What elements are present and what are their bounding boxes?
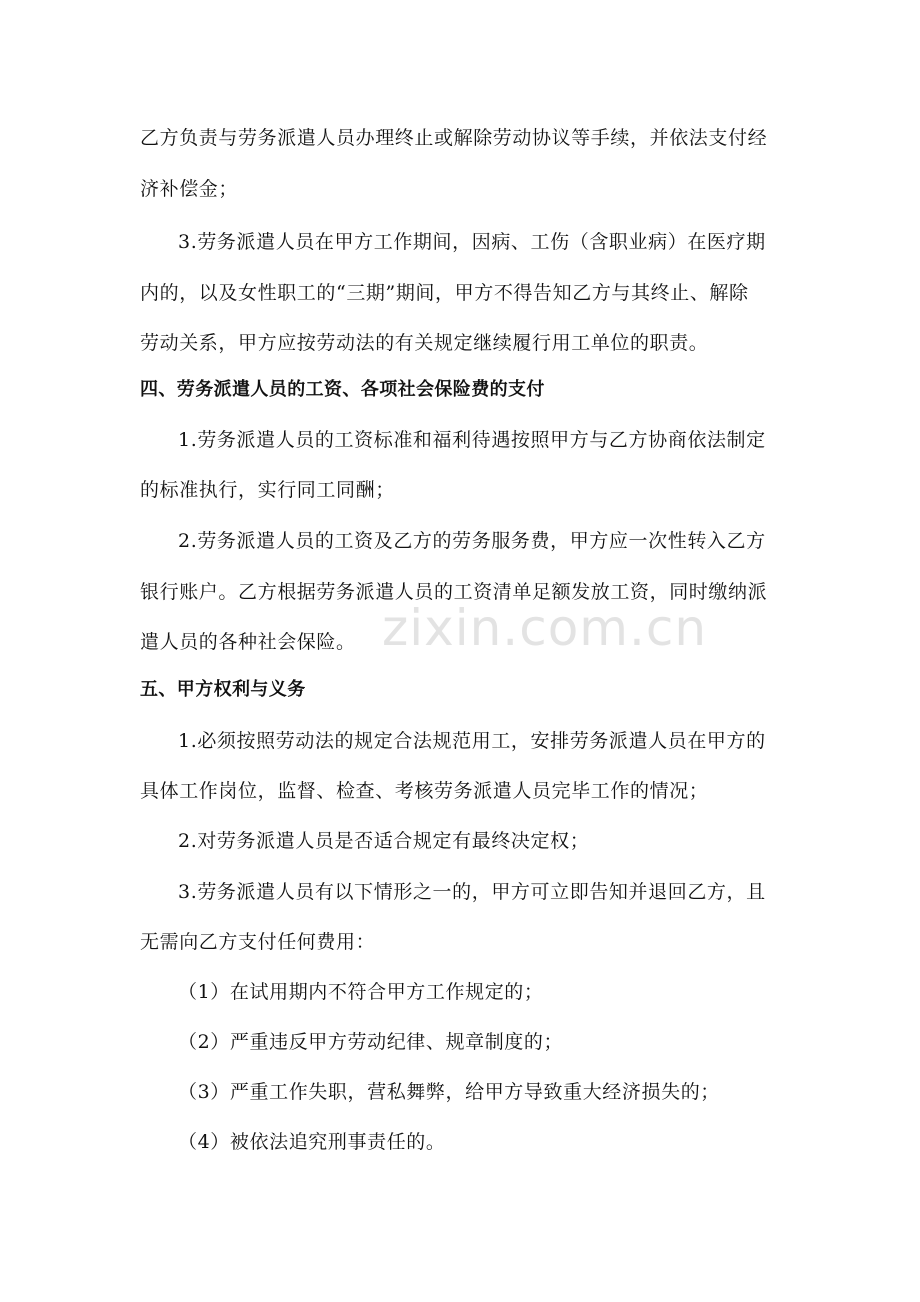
list-item: （2）严重违反甲方劳动纪律、规章制度的； (178, 1031, 564, 1053)
paragraph-line: 2.对劳务派遣人员是否适合规定有最终决定权； (178, 830, 590, 852)
section-heading-5: 五、甲方权利与义务 (140, 679, 306, 700)
paragraph-line: 乙方负责与劳务派遣人员办理终止或解除劳动协议等手续，并依法支付经 (140, 127, 768, 149)
list-item: （4）被依法追究刑事责任的。 (178, 1131, 446, 1153)
list-item: （1）在试用期内不符合甲方工作规定的； (178, 981, 544, 1003)
paragraph-line: 济补偿金； (140, 178, 239, 200)
paragraph-line: 1.必须按照劳动法的规定合法规范用工，安排劳务派遣人员在甲方的 (178, 730, 766, 752)
paragraph-line: 内的，以及女性职工的“三期”期间，甲方不得告知乙方与其终止、解除 (140, 282, 749, 304)
paragraph-line: 2.劳务派遣人员的工资及乙方的劳务服务费，甲方应一次性转入乙方 (178, 530, 766, 552)
paragraph-line: 无需向乙方支付任何费用： (140, 931, 376, 953)
paragraph-line: 的标准执行，实行同工同酬； (140, 479, 395, 501)
paragraph-line: 遣人员的各种社会保险。 (140, 631, 356, 653)
section-heading-4: 四、劳务派遣人员的工资、各项社会保险费的支付 (140, 379, 545, 400)
list-item: （3）严重工作失职，营私舞弊，给甲方导致重大经济损失的； (178, 1081, 720, 1103)
paragraph-line: 具体工作岗位，监督、检查、考核劳务派遣人员完毕工作的情况； (140, 780, 709, 802)
paragraph-line: 劳动关系，甲方应按劳动法的有关规定继续履行用工单位的职责。 (140, 332, 709, 354)
paragraph-line: 3.劳务派遣人员有以下情形之一的，甲方可立即告知并退回乙方，且 (178, 881, 766, 903)
paragraph-line: 银行账户。乙方根据劳务派遣人员的工资清单足额发放工资，同时缴纳派 (140, 581, 768, 603)
paragraph-line: 1.劳务派遣人员的工资标准和福利待遇按照甲方与乙方协商依法制定 (178, 429, 766, 451)
watermark: zixin.com.cn (382, 599, 708, 657)
paragraph-line: 3.劳务派遣人员在甲方工作期间，因病、工伤（含职业病）在医疗期 (178, 231, 766, 253)
